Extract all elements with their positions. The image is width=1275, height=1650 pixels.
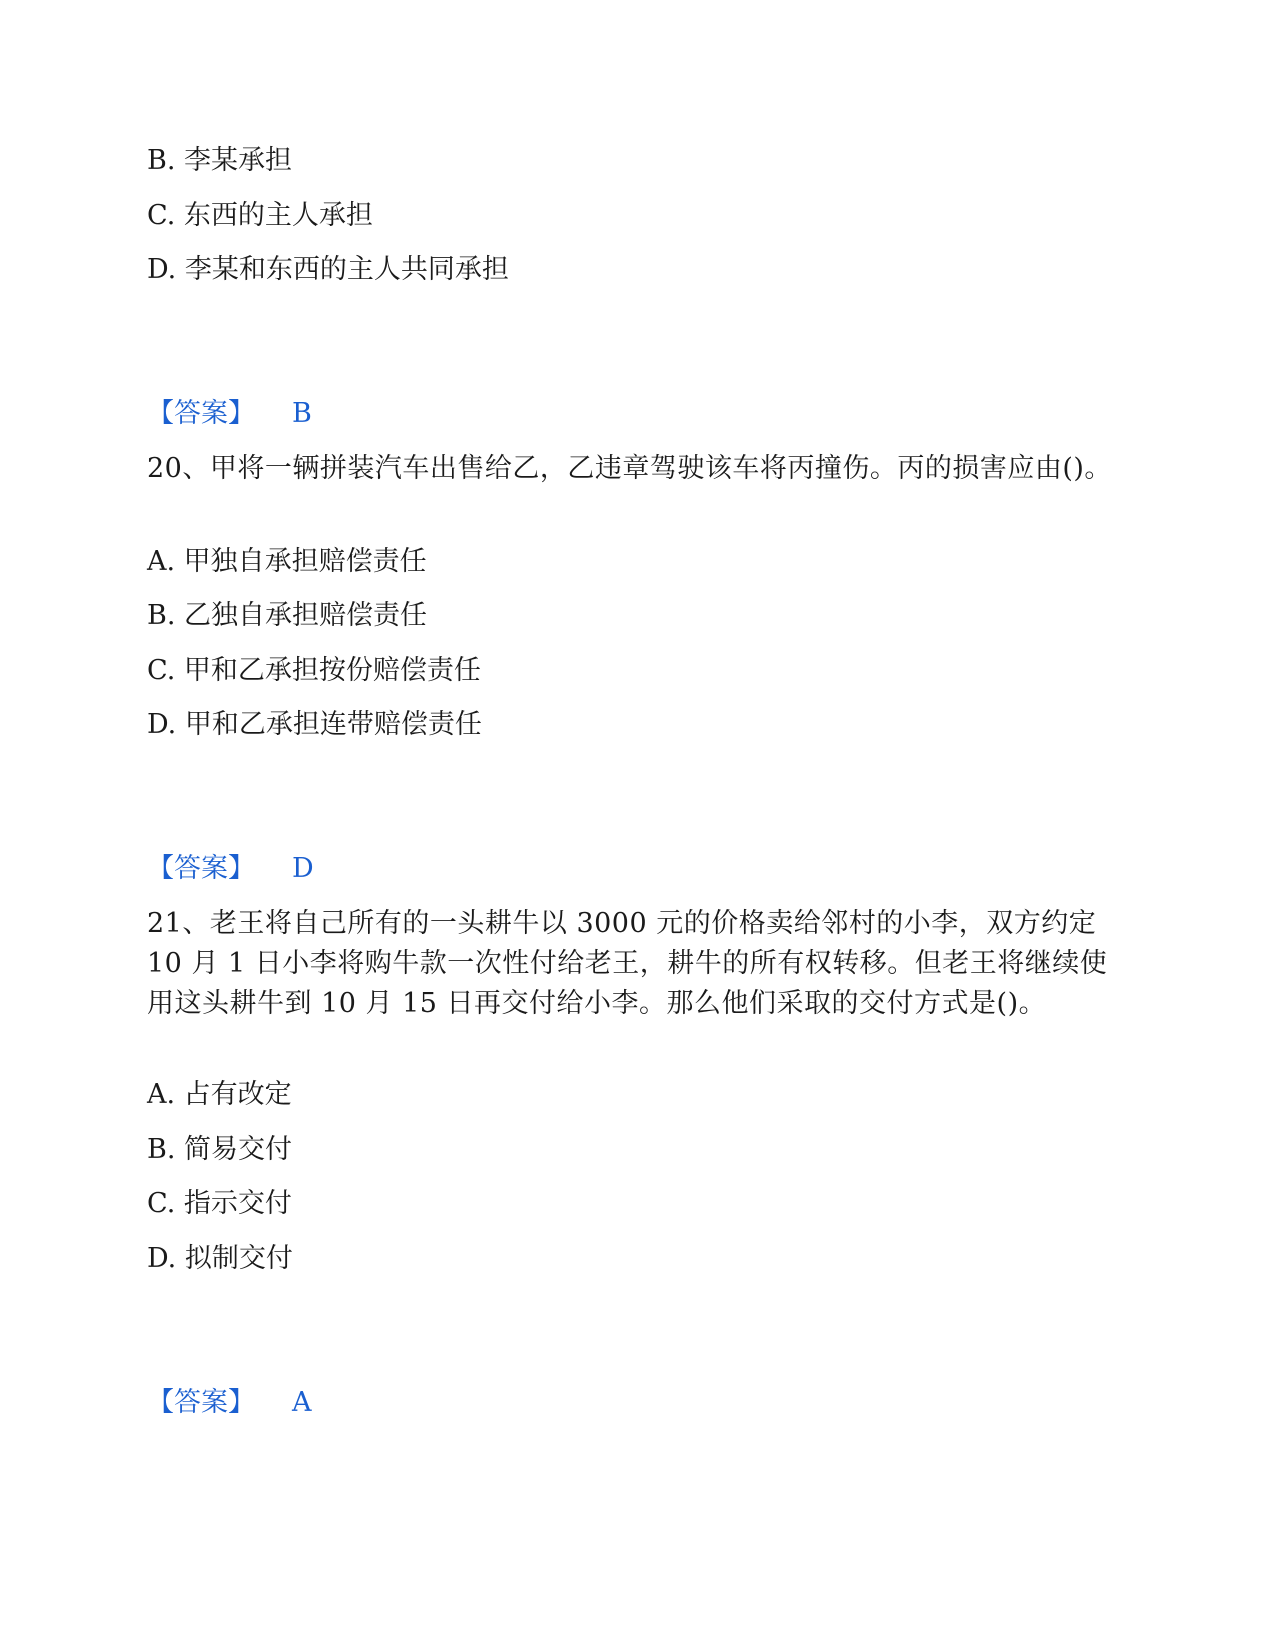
q21-option-d: D. 拟制交付	[147, 1243, 293, 1274]
q21-stem: 21、老王将自己所有的一头耕牛以 3000 元的价格卖给邻村的小李，双方约定 10 月 1 日小李将购牛款一次性付给老王，耕牛的所有权转移。但老王将继续使用这头耕牛到 10 月 15 日再交付给小李。那么他们采取的交付方式是()。	[147, 908, 1108, 1019]
q19-option-d: D. 李某和东西的主人共同承担	[147, 254, 509, 285]
q19-answer	[147, 394, 312, 434]
q21-option-c: C. 指示交付	[147, 1188, 292, 1219]
q20-answer-label: 【答案】	[147, 853, 255, 884]
q21-option-a: A. 占有改定	[147, 1079, 292, 1110]
q20-option-a: A. 甲独自承担赔偿责任	[147, 546, 427, 577]
q21-option-b: B. 简易交付	[147, 1134, 293, 1165]
q19-option-b: B. 李某承担	[147, 145, 293, 176]
q21-answer	[147, 1383, 312, 1423]
q19-answer-label: 【答案】	[147, 398, 255, 429]
q20-option-b: B. 乙独自承担赔偿责任	[147, 600, 428, 631]
q20-stem: 20、甲将一辆拼装汽车出售给乙，乙违章驾驶该车将丙撞伤。丙的损害应由()。	[147, 453, 1112, 484]
q20-answer	[147, 849, 314, 889]
q20-answer-value: D	[292, 853, 314, 884]
q19-answer-value: B	[292, 398, 312, 429]
q20-option-d: D. 甲和乙承担连带赔偿责任	[147, 709, 482, 740]
q19-option-c: C. 东西的主人承担	[147, 200, 373, 231]
q21-answer-label: 【答案】	[147, 1387, 255, 1418]
q21-answer-value: A	[292, 1387, 312, 1418]
q20-option-c: C. 甲和乙承担按份赔偿责任	[147, 655, 481, 686]
